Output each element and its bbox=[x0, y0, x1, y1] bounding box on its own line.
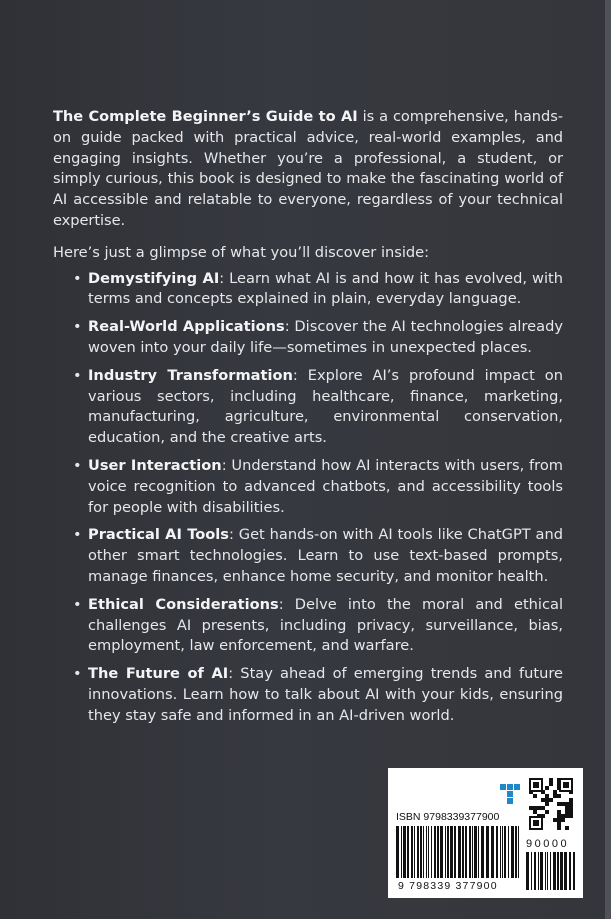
feature-desc: : Get hands-on with AI tools like ChatGPT and other smart technologies. Learn to use text-based prompts, manage finances, enhance home security, and monitor health. bbox=[88, 526, 563, 585]
feature-item-future bbox=[73, 664, 563, 726]
feature-desc: : Stay ahead of emerging trends and future innovations. Learn how to talk about AI with your kids, ensuring they stay safe and informed in an AI-driven world. bbox=[88, 665, 563, 724]
bullet-icon: • bbox=[73, 595, 82, 613]
qr-code-icon bbox=[528, 776, 574, 832]
ean-digits: 9 798339 377900 bbox=[398, 880, 498, 892]
bullet-icon: • bbox=[73, 526, 82, 544]
feature-desc: : Discover the AI technologies already woven into your daily life—sometimes in unexpected places. bbox=[88, 318, 563, 356]
feature-term: The Future of AI bbox=[88, 665, 229, 683]
feature-desc: : Delve into the moral and ethical challenges AI presents, including privacy, surveillance, bias, employment, law enforcement, and warfare. bbox=[88, 595, 563, 655]
feature-item-user-interaction bbox=[73, 456, 563, 518]
feature-term: Demystifying AI bbox=[88, 269, 220, 287]
feature-desc: : Understand how AI interacts with users, from voice recognition to advanced chatbots, and accessibility tools for people with disabilities. bbox=[88, 456, 563, 516]
barcode-panel bbox=[388, 768, 583, 898]
publisher-logo-icon bbox=[498, 782, 522, 806]
feature-item-ethical bbox=[73, 595, 563, 657]
feature-desc: : Learn what AI is and how it has evolved, with terms and concepts explained in plain, everyday language. bbox=[88, 269, 563, 308]
feature-item-real-world bbox=[73, 317, 563, 359]
addon-barcode-icon bbox=[526, 852, 576, 890]
blurb bbox=[53, 107, 563, 727]
feature-term: User Interaction bbox=[88, 456, 222, 474]
feature-term: Practical AI Tools bbox=[88, 526, 229, 544]
feature-desc: : Explore AI’s profound impact on various sectors, including healthcare, finance, marketing, manufacturing, agriculture, environmental conservation, education, and the creative arts. bbox=[88, 366, 563, 447]
bullet-icon: • bbox=[73, 456, 82, 474]
feature-term: Real-World Applications bbox=[88, 318, 285, 336]
bullet-icon: • bbox=[73, 366, 82, 384]
glimpse-heading: Here’s just a glimpse of what you’ll discover inside: bbox=[53, 243, 430, 261]
feature-item-demystifying bbox=[73, 269, 563, 311]
bullet-icon: • bbox=[73, 269, 82, 287]
feature-list bbox=[53, 269, 563, 727]
intro-text: is a comprehensive, hands-on guide packed with practical advice, real-world examples, and engaging insights. Whether you’re a professional, a student, or simply curious, this book is designed to make the fascinating world of AI accessible and relatable to everyone, regardless of your technical expertise. bbox=[53, 108, 563, 229]
feature-item-industry bbox=[73, 366, 563, 449]
feature-term: Ethical Considerations bbox=[88, 595, 279, 613]
price-addon-digits: 90000 bbox=[526, 838, 570, 850]
bullet-icon: • bbox=[73, 318, 82, 336]
feature-item-practical-tools bbox=[73, 525, 563, 587]
intro-paragraph bbox=[53, 107, 563, 232]
feature-term: Industry Transformation bbox=[88, 366, 293, 384]
bullet-icon: • bbox=[73, 665, 82, 683]
isbn-label: ISBN 9798339377900 bbox=[396, 811, 500, 823]
book-title-inline: The Complete Beginner’s Guide to AI bbox=[53, 108, 358, 125]
